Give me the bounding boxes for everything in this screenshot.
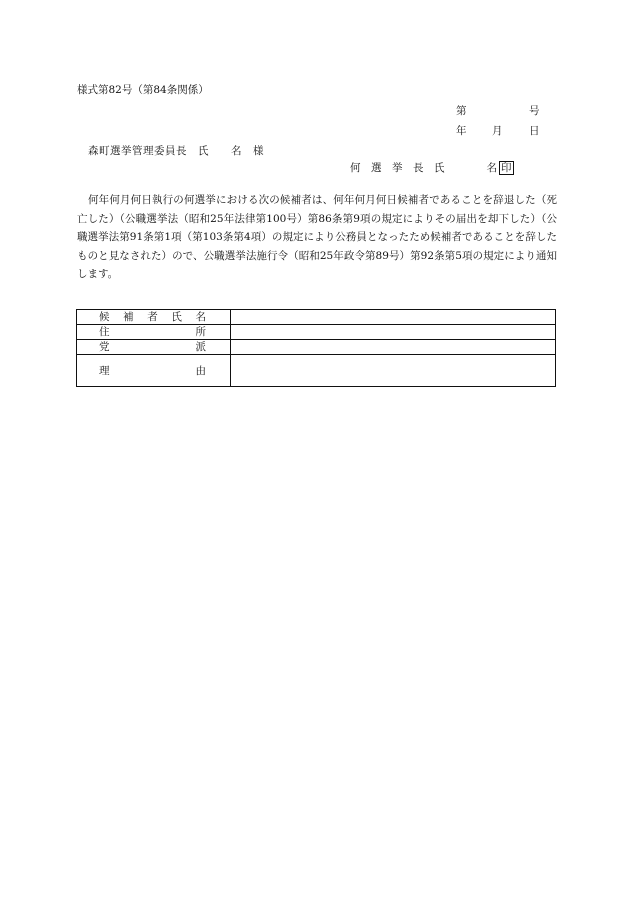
row-value-address[interactable] [231, 325, 556, 340]
sender-line [350, 161, 514, 175]
date-day: 日 [529, 125, 540, 137]
addressee: 森町選挙管理委員長 氏 名 様 [88, 145, 264, 157]
number-prefix: 第 [456, 105, 467, 117]
notice-paragraph: 何年何月何日執行の何選挙における次の候補者は、何年何月何日候補者であることを辞退した（死亡した）（公職選挙法（昭和25年法律第100号）第86条第9項の規定によりその届出を却下した）（公職選挙法第91条第1項（第103条第4項）の規定により公務員となったため候補者であることを辞したものと見なされた）ので、公職選挙法施行令（昭和25年政令第89号）第92条第5項の規定により通知します。 [77, 194, 557, 281]
table-row [77, 340, 556, 355]
date-year: 年 [456, 125, 467, 137]
candidate-info-table [76, 309, 556, 387]
table-row [77, 310, 556, 325]
date-month: 月 [492, 125, 503, 137]
row-value-reason[interactable] [231, 355, 556, 387]
row-value-candidate-name[interactable] [231, 310, 556, 325]
notice-body [77, 191, 557, 284]
row-value-party[interactable] [231, 340, 556, 355]
row-label-reason: 理由 [77, 355, 231, 387]
seal-mark: 印 [501, 162, 512, 174]
number-suffix: 号 [529, 105, 540, 117]
form-id: 様式第82号（第84条関係） [77, 84, 209, 96]
sender-title: 何 選 挙 長 氏 名 [350, 162, 497, 174]
row-label-party: 党派 [77, 340, 231, 355]
table-row [77, 325, 556, 340]
row-label-address: 住所 [77, 325, 231, 340]
table-row [77, 355, 556, 387]
row-label-candidate-name: 候補者氏名 [77, 310, 231, 325]
